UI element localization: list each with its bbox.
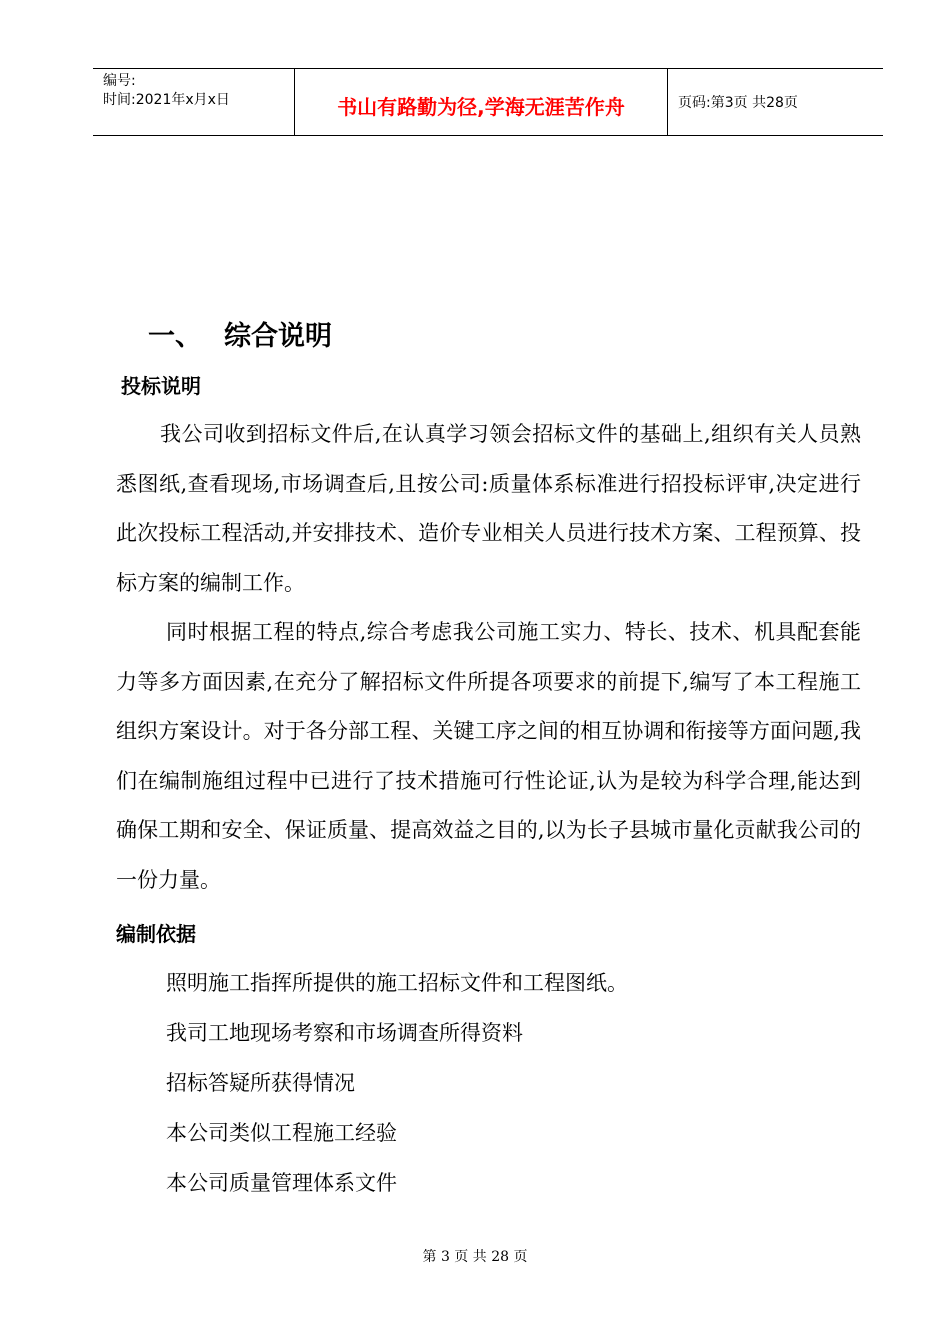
bid-paragraph-1: 我公司收到招标文件后,在认真学习领会招标文件的基础上,组织有关人员熟悉图纸,查看现场,市场调查后,且按公司:质量体系标准进行招投标评审,决定进行此次投标工程活动,并安排技术、造价专业相关人员进行技术方案、工程预算、投标方案的编制工作。 xyxy=(116,422,861,595)
header-page-cell xyxy=(668,69,883,135)
section-heading xyxy=(148,314,332,353)
page-footer: 第 3 页 共 28 页 xyxy=(422,1249,528,1265)
time-label: 时间:2021年x月x日 xyxy=(103,92,230,108)
page-info: 页码:第3页 共28页 xyxy=(678,95,798,111)
basis-item: 本公司类似工程施工经验 xyxy=(166,1121,397,1145)
header-meta-cell xyxy=(93,69,295,135)
basis-item: 本公司质量管理体系文件 xyxy=(166,1171,397,1195)
header-motto-cell xyxy=(295,69,668,135)
number-label: 编号: xyxy=(103,73,136,89)
section-number: 一、 xyxy=(148,321,202,352)
basis-heading: 编制依据 xyxy=(116,922,196,946)
bid-description-heading: 投标说明 xyxy=(121,374,201,398)
bid-paragraph-2: 同时根据工程的特点,综合考虑我公司施工实力、特长、技术、机具配套能力等多方面因素,在充分了解招标文件所提各项要求的前提下,编写了本工程施工组织方案设计。对于各分部工程、关键工序之间的相互协调和衔接等方面问题,我们在编制施组过程中已进行了技术措施可行性论证,认为是较为科学合理,能达到确保工期和安全、保证质量、提高效益之目的,以为长子县城市量化贡献我公司的一份力量。 xyxy=(116,620,861,892)
basis-item: 我司工地现场考察和市场调查所得资料 xyxy=(166,1021,523,1045)
section-title: 综合说明 xyxy=(224,321,332,352)
basis-item: 招标答疑所获得情况 xyxy=(166,1071,355,1095)
basis-item: 照明施工指挥所提供的施工招标文件和工程图纸。 xyxy=(166,971,628,995)
motto-text: 书山有路勤为径,学海无涯苦作舟 xyxy=(337,95,625,119)
document-header xyxy=(93,68,883,136)
